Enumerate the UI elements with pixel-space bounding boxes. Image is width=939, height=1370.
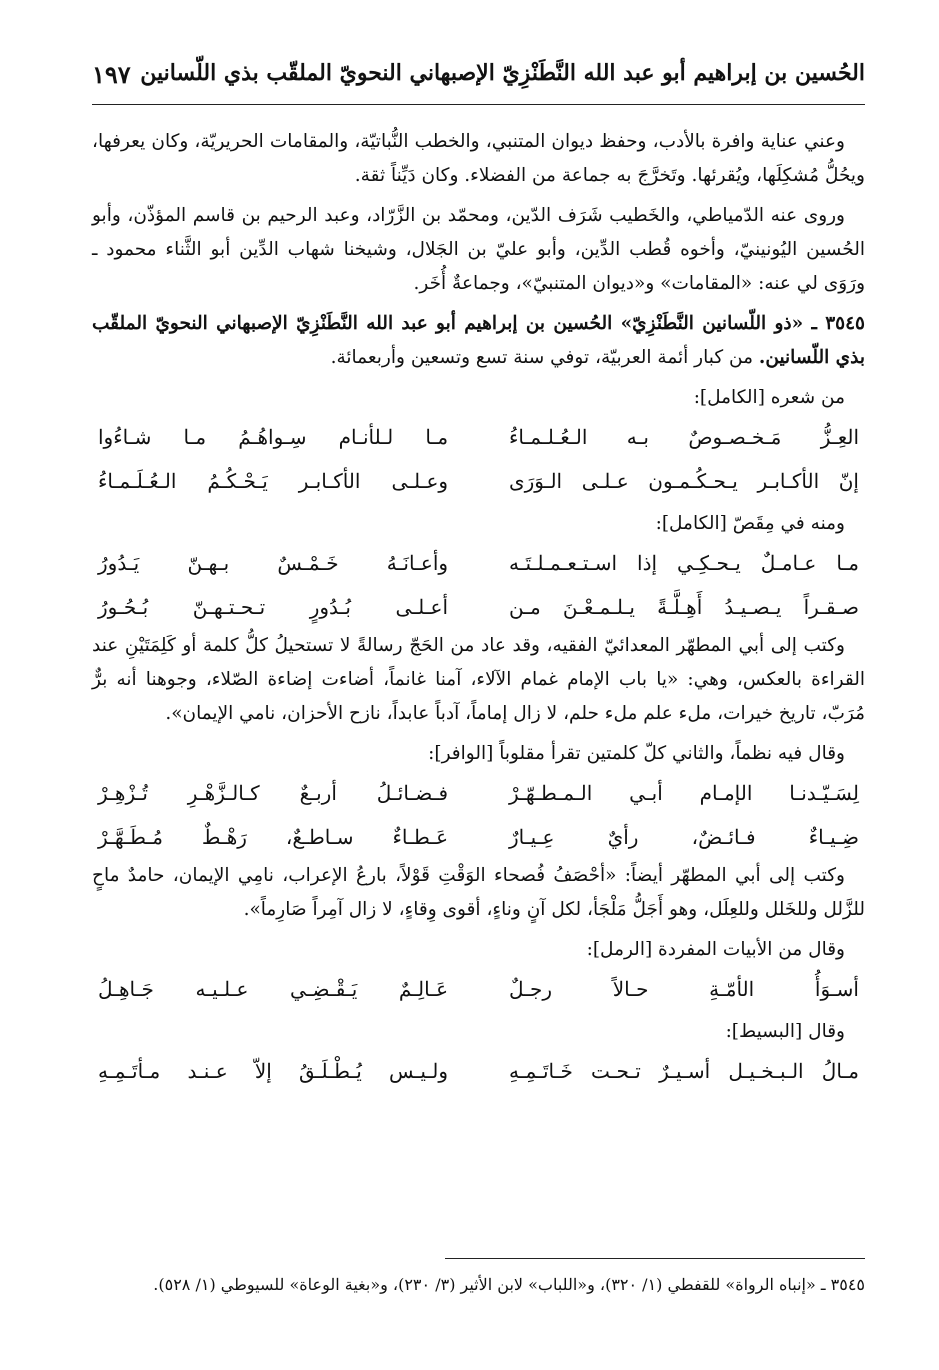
verse-line	[92, 541, 865, 585]
first-hemistich: العِـزُّ مَـخـصـوصٌ بـه الـعُـلـمـاءُ	[508, 425, 859, 449]
page-body	[92, 105, 865, 1093]
paragraph: وروى عنه الدّمياطي، والخَطيب شَرَف الدّين، ومحمّد بن الزَّرّاد، وعبد الرحيم بن قاسم المؤذّن، وأبو الحُسين اليُونينيّ، وأخوه قُطب الدِّين، وأبو عليّ بن الجَلال، وشيخنا شهاب الدِّين أبو الثَّناء محمود ـ ورَوَى لي عنه: «المقامات» و«ديوان المتنبيّ»، وجماعةٌ أُخَر.	[92, 205, 865, 294]
second-hemistich: وأعـانَـهُ خَـمْـسٌ بـهـنّ يَـدُورُ	[98, 551, 449, 575]
first-hemistich: ضِـيـاءٌ فـائـضٌ، رأيٌ عِـيـارٌ	[508, 825, 859, 849]
second-hemistich: ولـيـس يُـطْـلَـقُ إلاّ عـنـد مـأتَـمِـهِ	[98, 1059, 449, 1083]
poem-intro: وقال [البسيط]:	[725, 1021, 845, 1042]
verse-line	[92, 815, 865, 859]
entry-text: من كبار أئمة العربيّة، توفي سنة تسع وتسعين وأربعمائة.	[330, 347, 754, 368]
paragraph: وعني عناية وافرة بالأدب، وحفظ ديوان المتنبي، والخطب النُّباتيّة، والمقامات الحريريّة، وكان يعرفها، ويحُلُّ مُشكِلَها، ويُقرئها. وتَخرَّجَ به جماعة من الفضلاء. وكان دَيِّناً ثقة.	[92, 131, 865, 186]
poem-intro: من شعره [الكامل]:	[693, 387, 845, 408]
first-hemistich: لِسَـيّـدنـا الإمـام أبـي الـمـطـهّـرْ	[508, 781, 859, 805]
first-hemistich: مـا عـامـلٌ يـحـكِـي إذا اسـتـعـمـلـتَـه	[508, 551, 859, 575]
verse-line	[92, 585, 865, 629]
second-hemistich: عَـطـاءٌ سـاطـعٌ، رَهْـطٌ مُـطَـهَّـرْ	[98, 825, 449, 849]
poem-intro: ومنه في مِقَصّ [الكامل]:	[655, 513, 845, 534]
entry-paragraph	[92, 307, 865, 375]
paragraph: وكتب إلى أبي المطهّر أيضاً: «أحْصَفُ فُصحاء الوَقْتِ قَوْلاً، بارعُ الإعراب، نامِي الإيمان، حامدٌ ماحٍ للزَّلل وللخَلل وللعِلَل، وهو أَجَلُّ مَلْجَأ، لكل آنٍ وناءٍ، أقوى وِقاءٍ، لا زال آمِراً صَارِماً».	[92, 865, 865, 920]
second-hemistich: وعـلـى الأكـابـر يَـحْـكُـمُ الـعُـلَـمـاءُ	[98, 469, 449, 493]
poem-intro: وقال من الأبيات المفردة [الرمل]:	[586, 939, 845, 960]
second-hemistich: مـا لـلأنـام سِـواهُـمُ مـا شـاءُوا	[98, 425, 449, 449]
verse-line	[92, 415, 865, 459]
first-hemistich: إنّ الأكـابـر يـحـكُـمـون عـلـى الـوَرَى	[508, 469, 859, 493]
footnote-divider	[445, 1258, 865, 1259]
second-hemistich: عَـالِـمٌ يَـقْـضِـي عـلـيـه جَـاهِـلُ	[98, 977, 449, 1001]
verse-line	[92, 459, 865, 503]
entry-title: ٣٥٤٥ ـ «ذو اللّسانين النَّطَنْزِيّ» الحُسين بن إبراهيم أبو عبد الله النَّطَنْزِيّ الإصبهاني النحويّ الملقّب بذي اللّسانين.	[92, 313, 865, 368]
first-hemistich: مـالُ الـبـخـيـل أسـيـرٌ تـحـت خَـاتَـمِـهِ	[508, 1059, 859, 1083]
running-title: الحُسين بن إبراهيم أبو عبد الله النَّطَنْزِيّ الإصبهاني النحويّ الملقّب بذي اللّسانين	[140, 60, 865, 86]
paragraph: وكتب إلى أبي المطهّر المعدائيّ الفقيه، وقد عاد من الحَجّ رسالةً لا تستحيلُ كلُّ كلمة أو كَلِمَتَيْنِ عند القراءة بالعكس، وهي: «يا باب الإمام غمام الآلاء، آمنا غانماً، أضاءت إضاءة الصّلاء، وجوهنا أنه برٌّ مُرَبّ، تاريخ خيرات، ملء علم ملء حلم، لا زال إماماً، آدباً عابداً، نازح الأحزان، نامي الإيمان».	[92, 635, 865, 724]
first-hemistich: أسـوَأُ الأمّـةِ حـالاً رجـلٌ	[508, 977, 859, 1001]
first-hemistich: صـقـراً يـصـيـدُ أَهِـلَّـةً يـلـمـعْـنَ مـن	[508, 595, 859, 619]
second-hemistich: أعـلـى بُـدُورٍ تـحـتـهـنّ بُـحُـورُ	[98, 595, 449, 619]
second-hemistich: فـضـائـلُ أربـعٌ كـالـزَّهْـرِ تُـزْهِـرْ	[98, 781, 449, 805]
verse-line	[92, 771, 865, 815]
page-header	[92, 58, 865, 105]
footnote: ٣٥٤٥ ـ «إنباه الرواة» للقفطي (١/ ٣٢٠)، و«اللباب» لابن الأثير (٣/ ٢٣٠)، و«بغية الوعاة» للسيوطي (١/ ٥٢٨).	[153, 1275, 865, 1294]
page-number: ١٩٧	[92, 60, 131, 89]
verse-line	[92, 967, 865, 1011]
poem-intro: وقال فيه نظماً، والثاني كلّ كلمتين تقرأ مقلوباً [الوافر]:	[428, 743, 845, 764]
verse-line	[92, 1049, 865, 1093]
